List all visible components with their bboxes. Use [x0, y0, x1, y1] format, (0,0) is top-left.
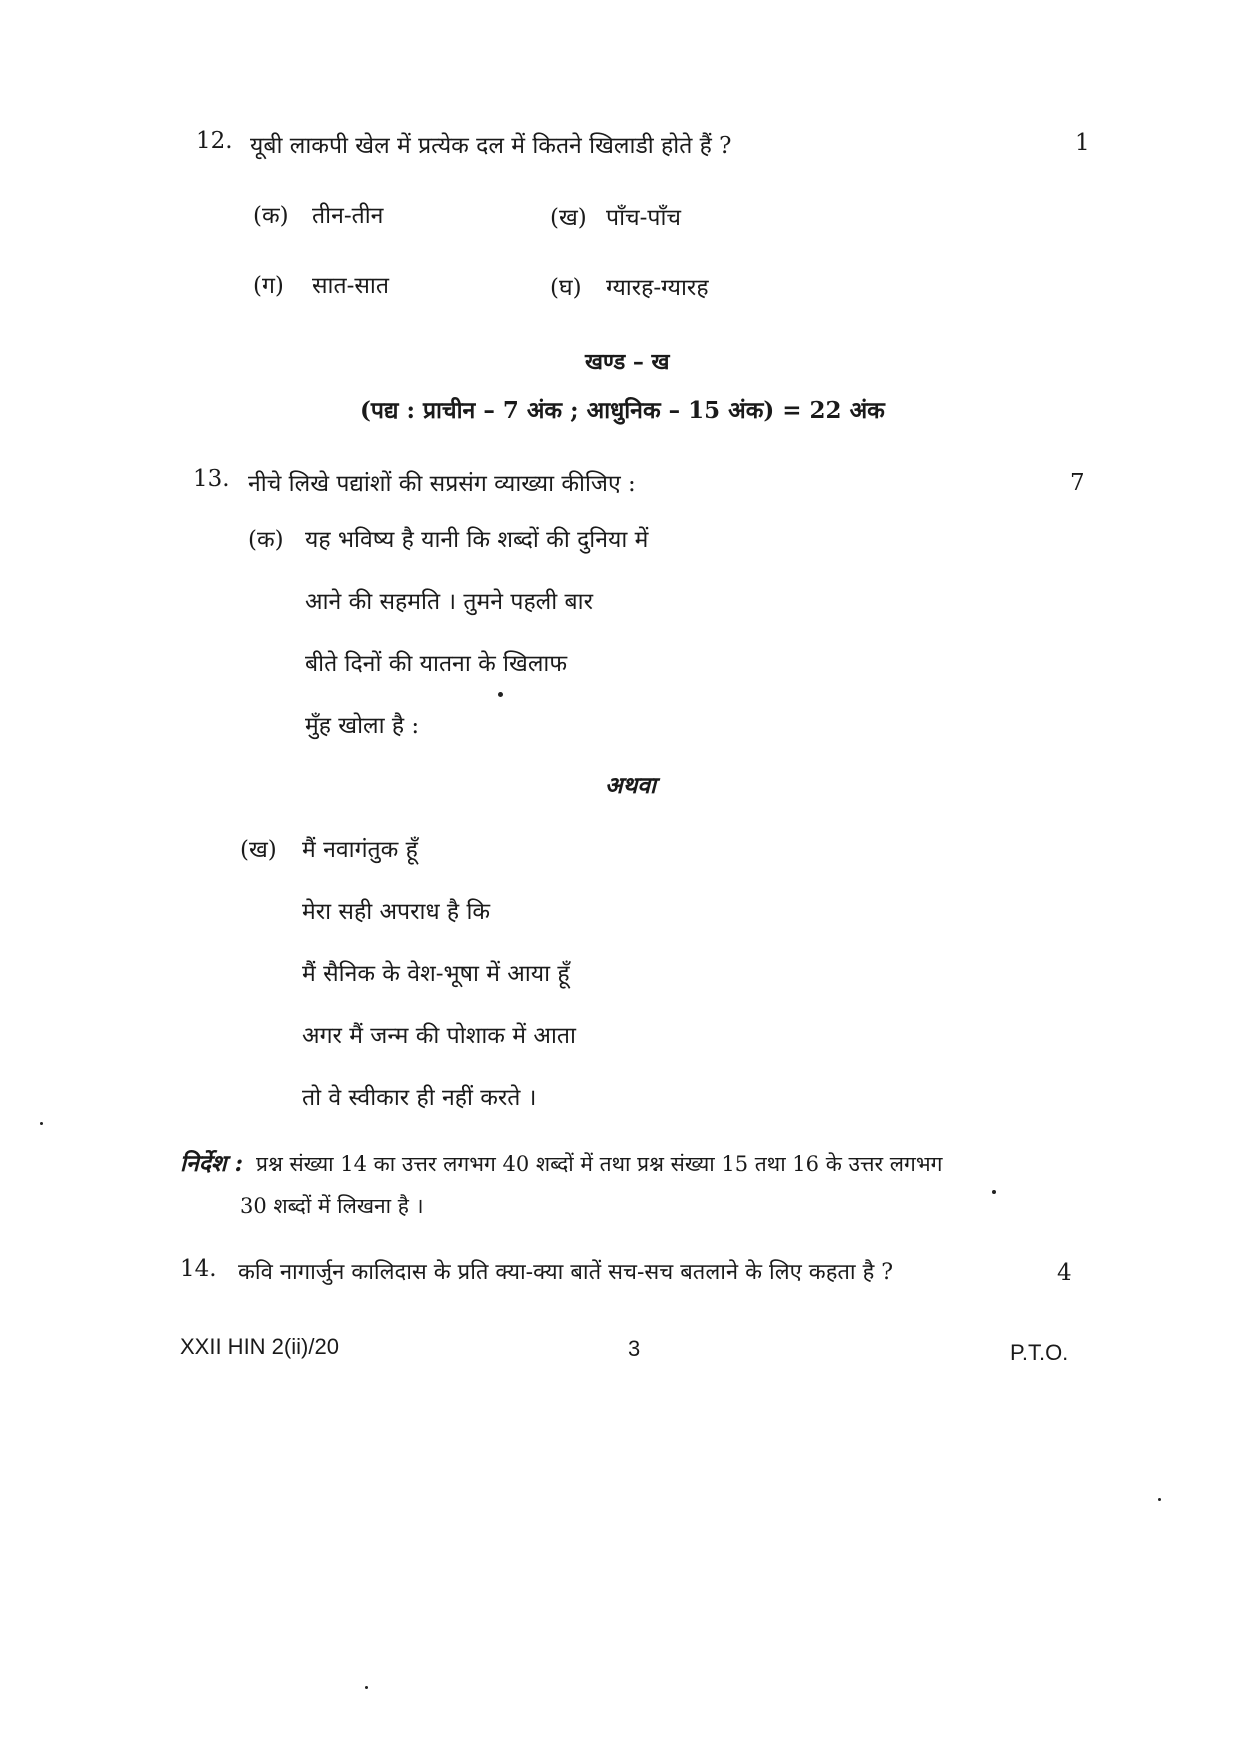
footer-pto: P.T.O.: [1010, 1340, 1069, 1365]
q12-number: 12.: [196, 128, 233, 154]
footer-page-number: 3: [628, 1336, 641, 1361]
q13-marks: 7: [1070, 470, 1085, 496]
q12-option-b-label: (ख): [550, 205, 587, 231]
speck-mark: [365, 1686, 368, 1689]
q12-option-d-label: (घ): [550, 275, 582, 301]
q12-option-a-text: तीन-तीन: [312, 203, 384, 229]
q14-number: 14.: [180, 1256, 217, 1282]
q14-text: कवि नागार्जुन कालिदास के प्रति क्या-क्या बातें सच-सच बतलाने के लिए कहता है ?: [238, 1260, 894, 1285]
q13-part-b-line-4: अगर मैं जन्म की पोशाक में आता: [302, 1023, 576, 1049]
instruction-line-1: प्रश्न संख्या 14 का उत्तर लगभग 40 शब्दों में तथा प्रश्न संख्या 15 तथा 16 के उत्तर लगभग: [256, 1152, 943, 1176]
or-separator: अथवा: [605, 772, 657, 799]
footer-code: XXII HIN 2(ii)/20: [180, 1334, 339, 1359]
speck-mark: [992, 1190, 996, 1194]
speck-mark: [40, 1122, 43, 1125]
q13-text: नीचे लिखे पद्यांशों की सप्रसंग व्याख्या कीजिए :: [248, 471, 636, 497]
q13-part-a-line-2: आने की सहमति । तुमने पहली बार: [305, 589, 594, 615]
instruction-line-2: 30 शब्दों में लिखना है ।: [240, 1194, 424, 1218]
instruction-label: निर्देश :: [180, 1150, 244, 1177]
q13-number: 13.: [193, 466, 230, 492]
q13-part-a-line-1: यह भविष्य है यानी कि शब्दों की दुनिया में: [305, 527, 649, 553]
q12-marks: 1: [1075, 130, 1090, 156]
q12-option-d-text: ग्यारह-ग्यारह: [606, 275, 709, 301]
section-title: खण्ड – ख: [585, 349, 670, 375]
q13-part-b-line-2: मेरा सही अपराध है कि: [302, 899, 491, 925]
q13-part-b-label: (ख): [240, 837, 277, 863]
q13-part-b-line-3: मैं सैनिक के वेश-भूषा में आया हूँ: [302, 961, 570, 987]
q12-option-c-text: सात-सात: [312, 273, 390, 299]
q12-option-c-label: (ग): [253, 273, 284, 299]
q13-part-b-line-1: मैं नवागंतुक हूँ: [302, 837, 418, 863]
q12-option-a-label: (क): [253, 203, 289, 229]
section-subtitle: (पद्य : प्राचीन – 7 अंक ; आधुनिक – 15 अंक) = 22 अंक: [360, 397, 885, 424]
speck-mark: [498, 692, 503, 697]
q14-marks: 4: [1057, 1260, 1072, 1286]
q12-text: यूबी लाकपी खेल में प्रत्येक दल में कितने खिलाडी होते हैं ?: [250, 133, 732, 159]
q12-option-b-text: पाँच-पाँच: [606, 205, 682, 231]
q13-part-a-line-3: बीते दिनों की यातना के खिलाफ: [305, 651, 568, 677]
q13-part-b-line-5: तो वे स्वीकार ही नहीं करते ।: [302, 1085, 537, 1111]
speck-mark: [1158, 1498, 1161, 1501]
q13-part-a-label: (क): [248, 527, 284, 553]
q13-part-a-line-4: मुँह खोला है :: [305, 713, 420, 739]
